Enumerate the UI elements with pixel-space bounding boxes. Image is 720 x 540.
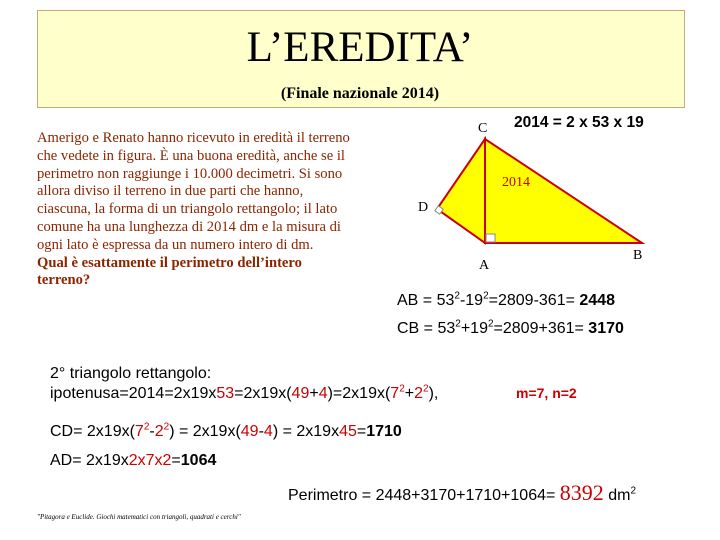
land-figure	[400, 115, 660, 285]
page-title: L’EREDITA’	[246, 24, 474, 71]
source-citation: "Pitagora e Euclide. Giochi matematici con triangoli, quadrati e cerchi"	[37, 513, 241, 521]
cd-calculation: $CD= 2x19x(7^2-2^2) = 2x19x(49-4) = 2x19x45=1710$	[50, 421, 402, 440]
cd-result: 1710	[366, 423, 402, 440]
problem-question: Qual è esattamente il perimetro dell’intero terreno?	[37, 254, 302, 289]
ad-result: 1064	[180, 452, 217, 469]
vertex-label-a: A	[479, 258, 490, 273]
problem-text: Amerigo e Renato hanno ricevuto in eredità il terreno che vedete in figura. È una buona eredità, anche se il perimetro non raggiunge i 10.000 decimetri. Si sono allora diviso il terreno in due parti che hanno, ciascuna, la forma di un triangolo rettangolo; il lato comune ha una lunghezza di 2014 dm e la misura di ogni lato è espressa da un numero intero di dm.	[37, 130, 350, 253]
vertex-label-d: D	[418, 200, 429, 215]
m-n-values: m=7, n=2	[516, 385, 577, 401]
problem-statement	[37, 130, 357, 290]
vertex-label-b: B	[633, 248, 643, 263]
land-shape	[485, 139, 642, 243]
ab-result: 2448	[579, 292, 615, 309]
ad-calculation: AD= 2x19x2x7x2=1064	[50, 452, 217, 469]
land-shape-upper-left	[437, 139, 485, 243]
page-subtitle: (Finale nazionale 2014)	[280, 85, 440, 102]
ab-calculation: AB = $53^2-19^2=2809-361= 2448$	[397, 290, 615, 309]
cb-result: 3170	[588, 320, 624, 337]
second-triangle-heading: 2° triangolo rettangolo:	[50, 365, 212, 382]
perimeter-calculation: Perimetro = 2448+3170+1710+1064= 8392 $dm^2$	[288, 480, 637, 505]
factorization: 2014 = 2 x 53 x 19	[514, 114, 644, 131]
hypotenuse-calculation: $ipotenusa=2014=2x19x53=2x19x(49+4)=2x19x(7^2+2^2)$,	[50, 383, 439, 402]
right-angle-mark-a	[486, 234, 495, 242]
common-side-label: 2014	[502, 175, 530, 190]
perimeter-total: 8392	[559, 480, 604, 505]
cb-calculation: CB = $53^2+19^2=2809+361= 3170$	[397, 318, 624, 337]
vertex-label-c: C	[478, 121, 488, 136]
